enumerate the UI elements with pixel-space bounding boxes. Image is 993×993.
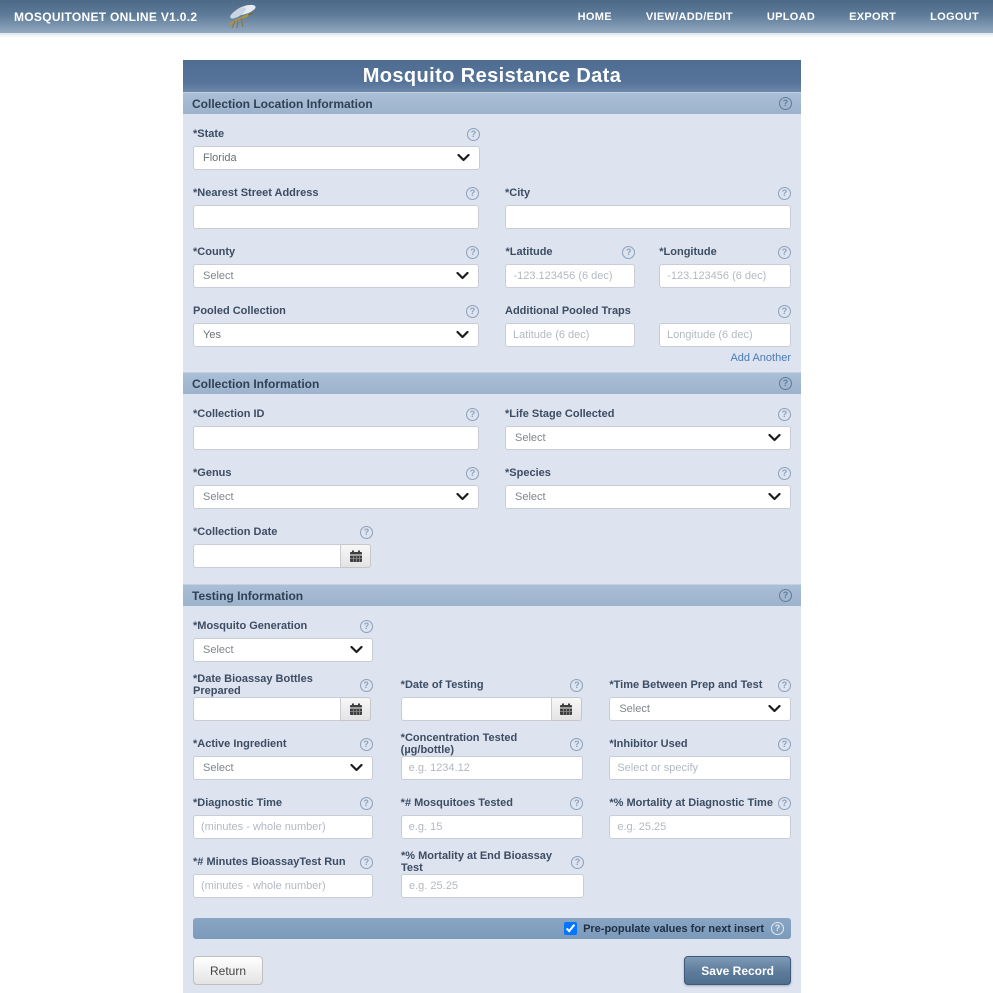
mortality-diagnostic-input[interactable]	[609, 815, 791, 839]
minutes-run-label: *# Minutes BioassayTest Run	[193, 856, 346, 868]
mosquito-generation-label: *Mosquito Generation	[193, 620, 308, 632]
section-title: Testing Information	[192, 588, 304, 603]
time-between-label: *Time Between Prep and Test	[609, 679, 763, 691]
section-location	[193, 114, 791, 364]
inhibitor-label: *Inhibitor Used	[609, 738, 688, 750]
calendar-icon	[559, 703, 573, 716]
section-header-testing	[183, 584, 801, 606]
return-button[interactable]: Return	[193, 956, 263, 985]
latitude-input[interactable]	[505, 264, 635, 288]
inhibitor-input[interactable]	[609, 756, 791, 780]
field-species	[505, 466, 791, 509]
help-icon[interactable]: ?	[779, 377, 792, 390]
mortality-end-input[interactable]	[401, 874, 584, 898]
field-concentration	[400, 732, 584, 780]
help-icon[interactable]: ?	[778, 305, 791, 318]
calendar-button[interactable]	[552, 697, 582, 721]
help-icon[interactable]: ?	[779, 589, 792, 602]
chevron-down-icon	[456, 331, 469, 339]
county-select[interactable]	[193, 264, 479, 288]
prepopulate-label: Pre-populate values for next insert	[583, 922, 764, 935]
help-icon[interactable]: ?	[466, 305, 479, 318]
help-icon[interactable]: ?	[360, 526, 373, 539]
app-title: MOSQUITONET ONLINE V1.0.2	[14, 9, 198, 24]
mortality-diagnostic-label: *% Mortality at Diagnostic Time	[609, 797, 773, 809]
mosquitoes-tested-label: *# Mosquitoes Tested	[400, 797, 513, 809]
life-stage-select[interactable]	[505, 426, 791, 450]
active-ingredient-select[interactable]	[193, 756, 373, 780]
diagnostic-time-label: *Diagnostic Time	[193, 797, 283, 809]
field-minutes-run	[193, 855, 373, 898]
save-record-button[interactable]: Save Record	[684, 956, 791, 985]
field-time-between	[609, 678, 791, 721]
minutes-run-input[interactable]	[193, 874, 373, 898]
field-latitude	[505, 245, 635, 288]
field-genus	[193, 466, 479, 509]
field-additional-pooled-traps	[505, 304, 791, 347]
collection-id-input[interactable]	[193, 426, 479, 450]
calendar-button[interactable]	[341, 697, 371, 721]
longitude-input[interactable]	[659, 264, 791, 288]
navbar-bottom-strip	[0, 33, 993, 38]
field-longitude	[659, 245, 791, 288]
diagnostic-time-input[interactable]	[193, 815, 373, 839]
help-icon[interactable]: ?	[467, 128, 480, 141]
additional-pooled-traps-label: Additional Pooled Traps	[505, 305, 631, 317]
field-pooled-collection	[193, 304, 479, 347]
field-mosquitoes-tested	[401, 796, 584, 839]
time-between-value: Select	[619, 703, 650, 715]
life-stage-value: Select	[515, 432, 546, 444]
help-icon[interactable]: ?	[466, 467, 479, 480]
help-icon[interactable]: ?	[778, 408, 791, 421]
help-icon[interactable]: ?	[779, 97, 792, 110]
field-mosquito-generation	[193, 619, 373, 662]
field-mortality-end	[401, 850, 584, 898]
field-date-testing	[401, 678, 584, 721]
help-icon[interactable]: ?	[778, 738, 791, 751]
mosquito-logo-icon	[223, 2, 259, 35]
collection-id-label: *Collection ID	[193, 408, 265, 420]
life-stage-label: *Life Stage Collected	[505, 408, 615, 420]
field-diagnostic-time	[193, 796, 373, 839]
help-icon[interactable]: ?	[466, 187, 479, 200]
help-icon[interactable]: ?	[778, 679, 791, 692]
concentration-input[interactable]	[401, 756, 584, 780]
field-active-ingredient	[193, 737, 373, 780]
field-collection-id	[193, 407, 479, 450]
help-icon[interactable]: ?	[360, 679, 373, 692]
mortality-end-label: *% Mortality at End Bioassay Test	[401, 850, 552, 874]
field-state	[193, 127, 480, 170]
help-icon[interactable]: ?	[571, 856, 584, 869]
help-icon[interactable]: ?	[466, 408, 479, 421]
concentration-label: *Concentration Tested (µg/bottle)	[400, 732, 518, 756]
help-icon[interactable]: ?	[570, 797, 583, 810]
street-label: *Nearest Street Address	[193, 187, 319, 199]
pooled-collection-select[interactable]	[193, 323, 479, 347]
action-buttons	[193, 956, 791, 985]
nav-item-export[interactable]: EXPORT	[849, 10, 897, 23]
chevron-down-icon	[457, 154, 470, 162]
pooled-collection-label: Pooled Collection	[193, 305, 286, 317]
nav-item-home[interactable]: HOME	[577, 10, 612, 23]
section-title: Collection Information	[192, 376, 320, 391]
date-testing-input[interactable]	[401, 697, 552, 721]
nav-item-logout[interactable]: LOGOUT	[930, 10, 979, 23]
chevron-down-icon	[456, 493, 469, 501]
field-collection-date	[193, 525, 373, 568]
help-icon[interactable]: ?	[360, 856, 373, 869]
active-ingredient-value: Select	[203, 762, 234, 774]
field-city	[505, 186, 791, 229]
field-inhibitor	[609, 737, 791, 780]
longitude-label: *Longitude	[659, 246, 717, 258]
pooled-collection-value: Yes	[203, 329, 221, 341]
mosquito-generation-value: Select	[203, 644, 234, 656]
help-icon[interactable]: ?	[771, 922, 784, 935]
calendar-icon	[349, 703, 363, 716]
chevron-down-icon	[456, 272, 469, 280]
help-icon[interactable]: ?	[622, 246, 635, 259]
help-icon[interactable]: ?	[570, 738, 583, 751]
calendar-icon	[349, 550, 363, 563]
nav-item-upload[interactable]: UPLOAD	[766, 10, 816, 23]
section-header-location	[183, 92, 801, 114]
nav-item-view-add-edit[interactable]: VIEW/ADD/EDIT	[645, 10, 733, 23]
help-icon[interactable]: ?	[778, 467, 791, 480]
calendar-button[interactable]	[341, 544, 371, 568]
nav-menu	[544, 11, 979, 23]
additional-longitude-input[interactable]	[659, 323, 791, 347]
prepopulate-checkbox[interactable]	[564, 922, 577, 935]
help-icon[interactable]: ?	[778, 187, 791, 200]
section-testing	[193, 606, 791, 914]
field-date-prepared	[193, 673, 373, 721]
help-icon[interactable]: ?	[778, 246, 791, 259]
genus-label: *Genus	[193, 467, 232, 479]
time-between-select[interactable]	[609, 697, 791, 721]
species-value: Select	[515, 491, 546, 503]
state-label: *State	[193, 128, 225, 140]
species-select[interactable]	[505, 485, 791, 509]
mosquitoes-tested-input[interactable]	[401, 815, 584, 839]
prepopulate-bar	[193, 918, 791, 939]
field-mortality-diagnostic	[609, 796, 791, 839]
state-select-value: Florida	[203, 152, 237, 164]
help-icon[interactable]: ?	[360, 738, 373, 751]
collection-date-input[interactable]	[193, 544, 341, 568]
latitude-label: *Latitude	[505, 246, 553, 258]
section-header-collection	[183, 372, 801, 394]
collection-date-label: *Collection Date	[193, 526, 278, 538]
add-another-link[interactable]: Add Another	[730, 352, 791, 364]
genus-select[interactable]	[193, 485, 479, 509]
help-icon[interactable]: ?	[466, 246, 479, 259]
help-icon[interactable]: ?	[360, 797, 373, 810]
form-container	[183, 60, 801, 993]
city-label: *City	[505, 187, 531, 199]
chevron-down-icon	[350, 764, 363, 772]
county-select-value: Select	[203, 270, 234, 282]
date-prepared-input[interactable]	[193, 697, 341, 721]
city-input[interactable]	[505, 205, 791, 229]
mosquito-generation-select[interactable]	[193, 638, 373, 662]
chevron-down-icon	[768, 705, 781, 713]
additional-latitude-input[interactable]	[505, 323, 635, 347]
help-icon[interactable]: ?	[570, 679, 583, 692]
top-navbar	[0, 0, 993, 33]
species-label: *Species	[505, 467, 551, 479]
state-select[interactable]	[193, 146, 480, 170]
section-title: Collection Location Information	[192, 96, 373, 111]
chevron-down-icon	[768, 434, 781, 442]
date-testing-label: *Date of Testing	[400, 679, 484, 691]
form-title-bar	[183, 60, 801, 92]
date-prepared-label: *Date Bioassay Bottles Prepared	[193, 673, 313, 697]
page-title: Mosquito Resistance Data	[362, 64, 622, 87]
field-street	[193, 186, 479, 229]
street-input[interactable]	[193, 205, 479, 229]
chevron-down-icon	[350, 646, 363, 654]
field-county	[193, 245, 479, 288]
chevron-down-icon	[768, 493, 781, 501]
field-life-stage	[505, 407, 791, 450]
county-label: *County	[193, 246, 236, 258]
active-ingredient-label: *Active Ingredient	[193, 738, 287, 750]
form-panel	[183, 92, 801, 993]
help-icon[interactable]: ?	[360, 620, 373, 633]
genus-value: Select	[203, 491, 234, 503]
help-icon[interactable]: ?	[778, 797, 791, 810]
section-collection	[193, 394, 791, 584]
